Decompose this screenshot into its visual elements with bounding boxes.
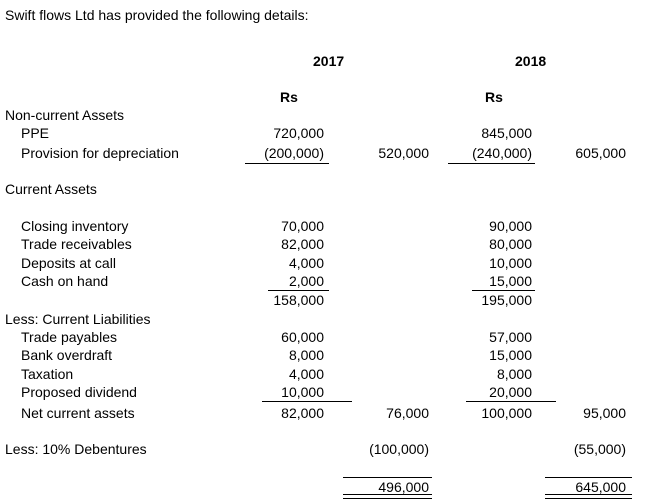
ca-2017-0: 70,000 [281,218,324,234]
grand-total-2017: 496,000 [378,479,429,495]
net-current-total-2017: 76,000 [386,405,429,421]
cl-2017-3: 10,000 [281,384,324,400]
ca-label-0: Closing inventory [21,218,129,234]
ca-2018-1: 80,000 [489,236,532,252]
year-2017-heading: 2017 [313,53,345,69]
cl-label-2: Taxation [21,366,74,382]
non-current-assets-heading: Non-current Assets [5,107,125,123]
ca-label-1: Trade receivables [21,236,132,252]
provision-label: Provision for depreciation [21,145,179,161]
net-current-2018: 100,000 [481,405,532,421]
current-liabilities-heading: Less: Current Liabilities [5,311,151,327]
non-current-net-2018: 605,000 [575,145,626,161]
cl-2017-2: 4,000 [288,366,324,382]
ca-2018-0: 90,000 [489,218,532,234]
ca-2017-1: 82,000 [281,236,324,252]
cl-underline-2017 [262,401,352,402]
cl-label-1: Bank overdraft [21,347,113,363]
net-current-label: Net current assets [21,405,135,421]
cl-2017-0: 60,000 [281,329,324,345]
currency-2017: Rs [280,89,298,105]
total-double-underline-2017 [343,494,432,499]
current-assets-heading: Current Assets [5,181,97,197]
cl-2018-1: 15,000 [489,347,532,363]
debentures-2018: (55,000) [573,441,626,457]
ca-2017-2: 4,000 [288,255,324,271]
ppe-label: PPE [21,125,50,141]
grand-total-2018: 645,000 [575,479,626,495]
net-current-2017: 82,000 [281,405,324,421]
total-topline-2017 [343,477,432,478]
cl-2018-2: 8,000 [496,366,532,382]
net-current-total-2018: 95,000 [583,405,626,421]
ppe-2018: 845,000 [481,125,532,141]
cl-underline-2018 [466,401,556,402]
ca-underline-2018 [472,290,535,291]
ca-2017-3: 2,000 [288,273,324,289]
ca-2018-3: 15,000 [489,273,532,289]
total-double-underline-2018 [545,494,632,499]
ca-label-2: Deposits at call [21,255,116,271]
year-2018-heading: 2018 [515,53,547,69]
cl-label-0: Trade payables [21,329,117,345]
provision-underline-2017 [245,163,329,164]
ca-2018-2: 10,000 [489,255,532,271]
provision-underline-2018 [448,163,535,164]
total-topline-2018 [545,477,632,478]
debentures-2017: (100,000) [369,441,429,457]
cl-2018-3: 20,000 [489,384,532,400]
cl-label-3: Proposed dividend [21,384,137,400]
intro-text: Swift flows Ltd has provided the following details: [5,7,309,23]
provision-2017: (200,000) [264,145,324,161]
debentures-label: Less: 10% Debentures [5,441,147,457]
provision-2018: (240,000) [472,145,532,161]
cl-2018-0: 57,000 [489,329,532,345]
ppe-2017: 720,000 [273,125,324,141]
ca-total-2017: 158,000 [273,292,324,308]
ca-underline-2017 [268,290,329,291]
ca-label-3: Cash on hand [21,273,109,289]
cl-2017-1: 8,000 [288,347,324,363]
ca-total-2018: 195,000 [481,292,532,308]
non-current-net-2017: 520,000 [378,145,429,161]
currency-2018: Rs [485,89,503,105]
